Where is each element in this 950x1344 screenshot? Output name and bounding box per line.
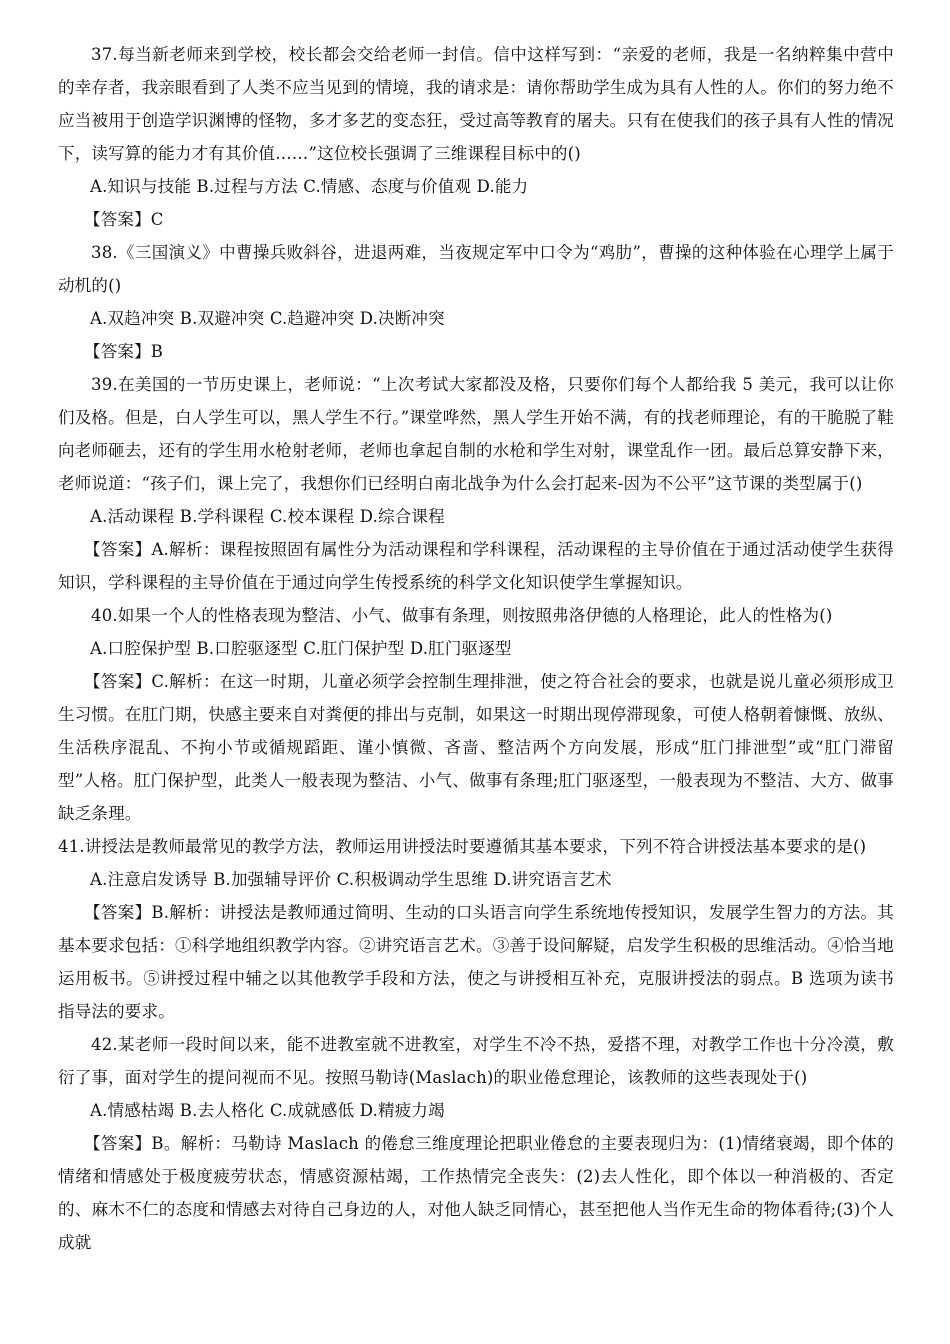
question-37-options: A.知识与技能 B.过程与方法 C.情感、态度与价值观 D.能力 bbox=[90, 177, 529, 196]
question-42-stem: 42.某老师一段时间以来，能不进教室就不进教室，对学生不冷不热，爱搭不理，对教学工作也十分冷漠，敷衍了事，面对学生的提问视而不见。按照马勒诗(Maslach)的职业倦怠理论，该教师的这些表现处于() bbox=[58, 1035, 894, 1087]
question-40-answer: 【答案】C.解析：在这一时期，儿童必须学会控制生理排泄，使之符合社会的要求，也就是说儿童必须形成卫生习惯。在肛门期，快感主要来自对粪便的排出与克制，如果这一时期出现停滞现象，可使人格朝着慷慨、放纵、生活秩序混乱、不拘小节或循规蹈距、谨小慎微、吝啬、整洁两个方向发展，形成“肛门排泄型”或“肛门滞留型”人格。肛门保护型，此类人一般表现为整洁、小气、做事有条理;肛门驱逐型，一般表现为不整洁、大方、做事缺乏条理。 bbox=[58, 672, 894, 823]
question-39-stem: 39.在美国的一节历史课上，老师说：“上次考试大家都没及格，只要你们每个人都给我 5 美元，我可以让你们及格。但是，白人学生可以，黑人学生不行。”课堂哗然，黑人学生开始不满，有的找老师理论，有的干脆脱了鞋向老师砸去，还有的学生用水枪射老师，老师也拿起自制的水枪和学生对射，课堂乱作一团。最后总算安静下来，老师说道：“孩子们，课上完了，我想你们已经明白南北战争为什么会打起来-因为不公平”这节课的类型属于() bbox=[58, 375, 894, 493]
question-37-answer: 【答案】C bbox=[84, 210, 164, 229]
question-38-options: A.双趋冲突 B.双避冲突 C.趋避冲突 D.决断冲突 bbox=[90, 309, 445, 328]
document-page bbox=[58, 38, 894, 1259]
question-41-answer: 【答案】B.解析：讲授法是教师通过简明、生动的口头语言向学生系统地传授知识，发展学生智力的方法。其基本要求包括：①科学地组织教学内容。②讲究语言艺术。③善于设问解疑，启发学生积极的思维活动。④恰当地运用板书。⑤讲授过程中辅之以其他教学手段和方法，使之与讲授相互补充，克服讲授法的弱点。B 选项为读书指导法的要求。 bbox=[58, 903, 894, 1021]
question-42-options: A.情感枯竭 B.去人格化 C.成就感低 D.精疲力竭 bbox=[90, 1101, 445, 1120]
question-41-stem: 41.讲授法是教师最常见的教学方法，教师运用讲授法时要遵循其基本要求，下列不符合讲授法基本要求的是() bbox=[58, 837, 867, 856]
question-37-stem: 37.每当新老师来到学校，校长都会交给老师一封信。信中这样写到：“亲爱的老师，我是一名纳粹集中营中的幸存者，我亲眼看到了人类不应当见到的情境，我的请求是：请你帮助学生成为具有人性的人。你们的努力绝不应当被用于创造学识渊博的怪物，多才多艺的变态狂，受过高等教育的屠夫。只有在使我们的孩子具有人性的情况下，读写算的能力才有其价值……”这位校长强调了三维课程目标中的() bbox=[58, 45, 894, 163]
question-40-options: A.口腔保护型 B.口腔驱逐型 C.肛门保护型 D.肛门驱逐型 bbox=[90, 639, 512, 658]
question-40-stem: 40.如果一个人的性格表现为整洁、小气、做事有条理，则按照弗洛伊德的人格理论，此人的性格为() bbox=[91, 606, 833, 625]
question-39-options: A.活动课程 B.学科课程 C.校本课程 D.综合课程 bbox=[90, 507, 445, 526]
question-38-stem: 38.《三国演义》中曹操兵败斜谷，进退两难，当夜规定军中口令为“鸡肋”，曹操的这种体验在心理学上属于动机的() bbox=[58, 243, 894, 295]
question-41-options: A.注意启发诱导 B.加强辅导评价 C.积极调动学生思维 D.讲究语言艺术 bbox=[90, 870, 612, 889]
question-42-answer: 【答案】B。解析：马勒诗 Maslach 的倦怠三维度理论把职业倦怠的主要表现归为：(1)情绪衰竭，即个体的情绪和情感处于极度疲劳状态，情感资源枯竭，工作热情完全丧失：(2)去人性化，即个体以一种消极的、否定的、麻木不仁的态度和情感去对待自己身边的人，对他人缺乏同情心，甚至把他人当作无生命的物体看待;(3)个人成就 bbox=[58, 1134, 894, 1252]
question-38-answer: 【答案】B bbox=[84, 342, 164, 361]
question-39-answer: 【答案】A.解析：课程按照固有属性分为活动课程和学科课程，活动课程的主导价值在于通过活动使学生获得知识，学科课程的主导价值在于通过向学生传授系统的科学文化知识使学生掌握知识。 bbox=[58, 540, 894, 592]
